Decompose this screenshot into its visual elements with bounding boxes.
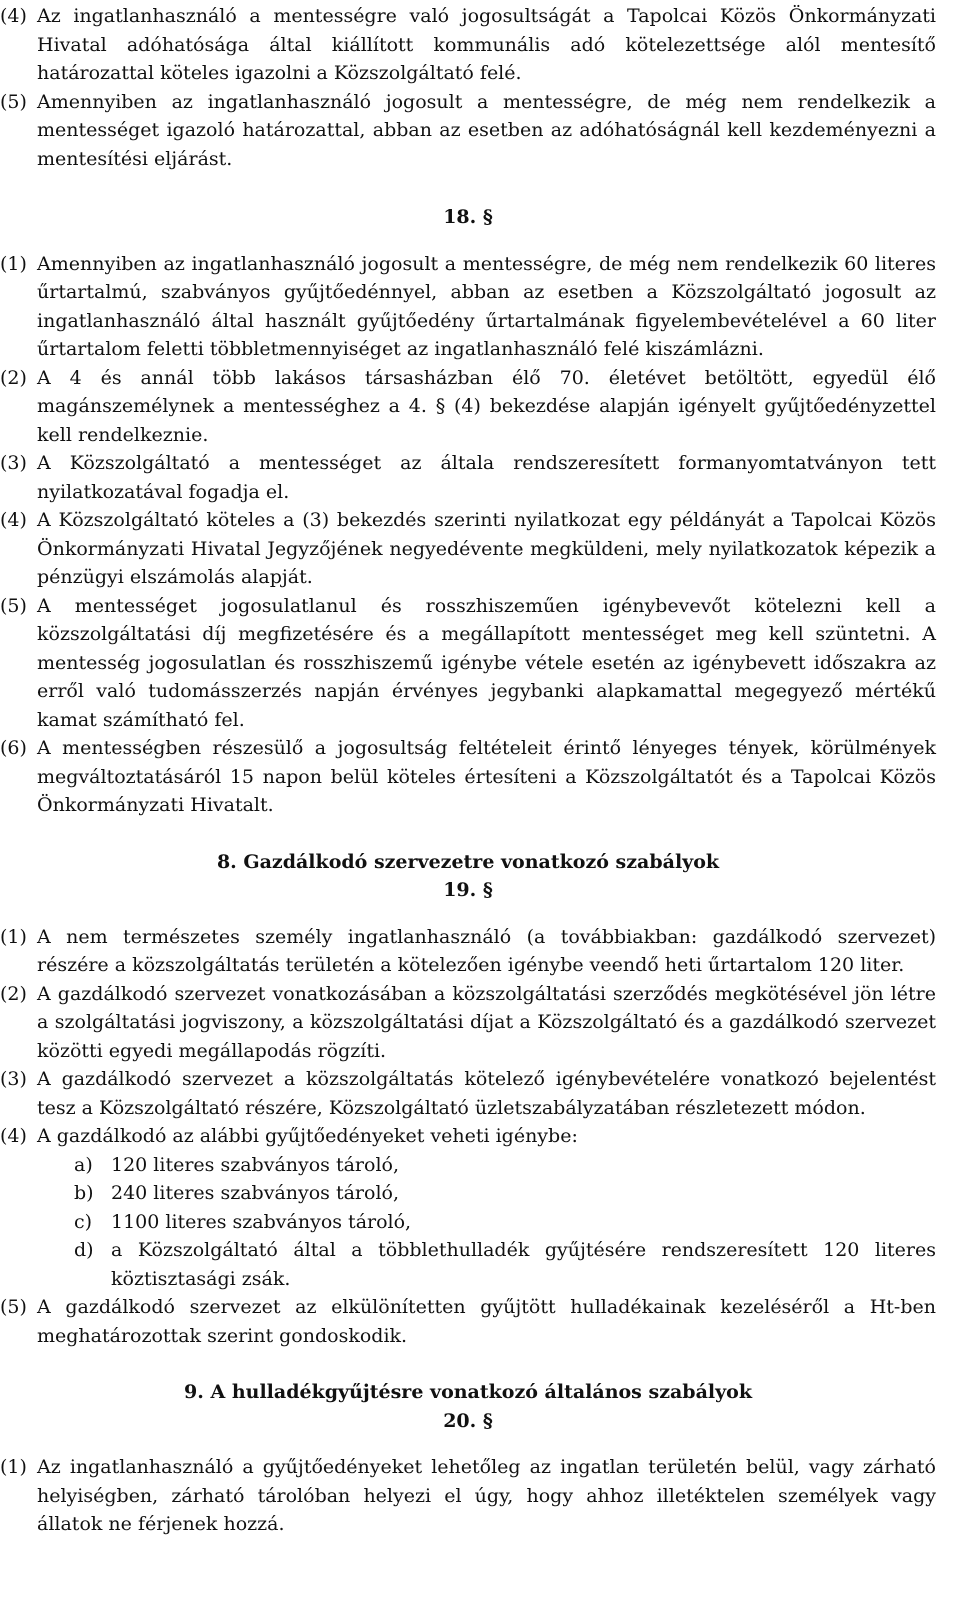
s19-paragraph-3 (0, 1065, 936, 1122)
s20-paragraph-1 (0, 1453, 936, 1539)
s18-paragraph-4 (0, 506, 936, 592)
paragraph-number: (4) (0, 509, 27, 531)
paragraph-text: A mentességet jogosulatlanul és rosszhiszeműen igénybevevőt kötelezni kell a közszolgáltatási díj megfizetésére és a megállapított mentességet meg kell szüntetni. A mentesség jogosulatlan és rosszhiszemű igénybe vétele esetén az igénybevett időszakra az erről való tudomásszerzés napján érvényes jegybanki alapkamattal megegyező mértékű kamat számítható fel. (37, 594, 936, 731)
paragraph-number: (2) (0, 982, 27, 1005)
s17-paragraph-5 (0, 88, 936, 174)
s17-paragraph-4 (0, 2, 936, 88)
paragraph-text: A 4 és annál több lakásos társasházban élő 70. életévet betöltött, egyedül élő magánszemélynek a mentességhez a 4. § (4) bekezdése alapján igényelt gyűjtőedényzettel kell rendelkeznie. (37, 366, 936, 446)
list-item-letter: d) (74, 1239, 94, 1261)
s18-paragraph-6 (0, 734, 936, 820)
paragraph-number: (4) (0, 1125, 27, 1147)
s19-paragraph-5 (0, 1293, 936, 1350)
paragraph-number: (3) (0, 452, 27, 474)
paragraph-number: (4) (0, 5, 27, 27)
paragraph-text: Az ingatlanhasználó a gyűjtőedényeket lehetőleg az ingatlan területén belül, vagy zárható helyiségben, zárható tárolóban helyezi el úgy, hogy ahhoz illetéktelen személyek vagy állatok ne férjenek hozzá. (37, 1456, 936, 1535)
list-item-text: 240 literes szabványos tároló, (111, 1182, 400, 1204)
paragraph-text: A gazdálkodó szervezet az elkülönítetten gyűjtött hulladékainak kezeléséről a Ht-ben meghatározottak szerint gondoskodik. (37, 1296, 936, 1347)
paragraph-number: (3) (0, 1068, 27, 1090)
paragraph-number: (1) (0, 925, 27, 948)
section-19-heading: 19. § (443, 879, 493, 901)
list-item (0, 1208, 936, 1237)
s18-paragraph-1 (0, 250, 936, 364)
paragraph-number: (5) (0, 594, 27, 617)
s19-paragraph-1 (0, 923, 936, 980)
s19-paragraph-2 (0, 980, 936, 1066)
paragraph-number: (5) (0, 90, 27, 113)
s19-paragraph-4 (0, 1122, 936, 1151)
paragraph-text: A mentességben részesülő a jogosultság feltételeit érintő lényeges tények, körülmények megváltoztatásáról 15 napon belül köteles értesíteni a Közszolgáltatót és a Tapolcai Közös Önkormányzati Hivatalt. (37, 737, 936, 816)
paragraph-text: A nem természetes személy ingatlanhasználó (a továbbiakban: gazdálkodó szervezet) részére a közszolgáltatás területén a kötelezően igénybe veendő heti űrtartalom 120 liter. (37, 925, 936, 976)
paragraph-text: A Közszolgáltató köteles a (3) bekezdés szerinti nyilatkozat egy példányát a Tapolcai Közös Önkormányzati Hivatal Jegyzőjének negyedévente megküldeni, mely nyilatkozatok képezik a pénzügyi elszámolás alapját. (37, 509, 936, 588)
paragraph-text: A gazdálkodó szervezet a közszolgáltatás kötelező igénybevételére vonatkozó bejelentést tesz a Közszolgáltató részére, Közszolgáltató üzletszabályzatában részletezett módon. (37, 1068, 936, 1119)
paragraph-text: A Közszolgáltató a mentességet az általa rendszeresített formanyomtatványon tett nyilatkozatával fogadja el. (37, 452, 936, 503)
paragraph-number: (1) (0, 1456, 27, 1478)
list-item-letter: b) (74, 1182, 94, 1204)
section-18-heading: 18. § (443, 206, 493, 228)
section-20-heading: 20. § (443, 1409, 493, 1432)
list-item (0, 1151, 936, 1180)
s18-paragraph-5 (0, 592, 936, 735)
list-item (0, 1236, 936, 1293)
s18-paragraph-2 (0, 364, 936, 450)
chapter-8-title: 8. Gazdálkodó szervezetre vonatkozó szabályok (216, 850, 720, 873)
paragraph-number: (1) (0, 252, 27, 275)
list-item-text: 1100 literes szabványos tároló, (111, 1210, 412, 1233)
paragraph-number: (6) (0, 737, 27, 759)
paragraph-number: (2) (0, 366, 27, 389)
paragraph-text: A gazdálkodó szervezet vonatkozásában a közszolgáltatási szerződés megkötésével jön létre a szolgáltatási jogviszony, a közszolgáltatási díjat a Közszolgáltató és a gazdálkodó szervezet közötti egyedi megállapodás rögzíti. (37, 982, 936, 1062)
s18-paragraph-3 (0, 449, 936, 506)
chapter-9-title: 9. A hulladékgyűjtésre vonatkozó általános szabályok (184, 1381, 752, 1403)
list-item-letter: c) (74, 1210, 93, 1233)
list-item-text: a Közszolgáltató által a többlethulladék gyűjtésére rendszeresített 120 literes köztisztasági zsák. (111, 1239, 936, 1290)
paragraph-text: Amennyiben az ingatlanhasználó jogosult a mentességre, de még nem rendelkezik a mentességet igazoló határozattal, abban az esetben az adóhatóságnál kell kezdeményezni a mentesítési eljárást. (37, 90, 936, 170)
paragraph-text: Amennyiben az ingatlanhasználó jogosult a mentességre, de még nem rendelkezik 60 literes űrtartalmú, szabványos gyűjtőedénnyel, abban az esetben a Közszolgáltató jogosult az ingatlanhasználó által használt gyűjtőedény űrtartalmának figyelembevételével a 60 liter űrtartalom feletti többletmennyiséget az ingatlanhasználó felé kiszámlázni. (37, 252, 936, 360)
list-item (0, 1179, 936, 1208)
paragraph-number: (5) (0, 1296, 27, 1318)
list-item-letter: a) (74, 1153, 93, 1176)
list-item-text: 120 literes szabványos tároló, (111, 1153, 400, 1176)
paragraph-text: Az ingatlanhasználó a mentességre való jogosultságát a Tapolcai Közös Önkormányzati Hivatal adóhatósága által kiállított kommunális adó kötelezettsége alól mentesítő határozattal köteles igazolni a Közszolgáltató felé. (37, 5, 936, 84)
paragraph-text: A gazdálkodó az alábbi gyűjtőedényeket veheti igénybe: (37, 1125, 578, 1147)
